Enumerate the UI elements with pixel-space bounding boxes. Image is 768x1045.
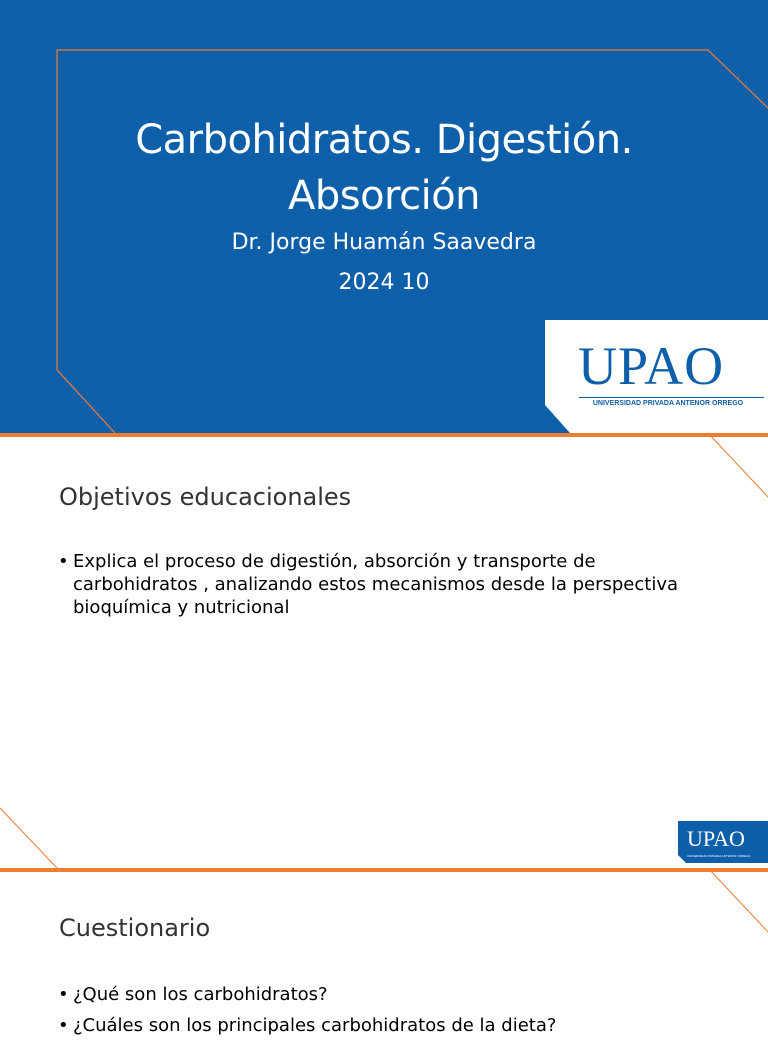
upao-logo-small — [678, 821, 768, 863]
objectives-slide — [0, 433, 768, 868]
presentation-date: 2024 10 — [338, 270, 430, 295]
question-item: • ¿Cuáles son los principales carbohidratos de la dieta? — [58, 1014, 698, 1037]
small-logo-subtext: UNIVERSIDAD PRIVADA ANTENOR ORREGO — [687, 854, 751, 858]
objectives-heading: Objetivos educacionales — [59, 483, 352, 511]
objectives-list — [58, 550, 698, 627]
author-name: Dr. Jorge Huamán Saavedra — [231, 230, 537, 255]
questionnaire-list — [58, 983, 698, 1045]
logo-subtext: UNIVERSIDAD PRIVADA ANTENOR ORREGO — [592, 400, 744, 407]
title-slide — [0, 0, 768, 433]
question-item: • ¿Qué son los carbohidratos? — [58, 983, 698, 1006]
title-slide-heading — [60, 112, 708, 224]
objective-item: • Explica el proceso de digestión, absorción y transporte de carbohidratos , analizando estos mecanismos desde la perspectiva bioquímica y nutricional — [58, 550, 698, 619]
title-line-2: Absorción — [287, 173, 481, 219]
logo-wordmark: UPAO — [578, 336, 725, 396]
title-line-1: Carbohidratos. Digestión. — [135, 117, 633, 163]
questionnaire-slide — [0, 868, 768, 1036]
questionnaire-heading: Cuestionario — [59, 914, 211, 942]
logo-rule — [579, 397, 764, 398]
small-logo-wordmark: UPAO — [687, 826, 745, 851]
upao-logo-large — [545, 320, 768, 433]
